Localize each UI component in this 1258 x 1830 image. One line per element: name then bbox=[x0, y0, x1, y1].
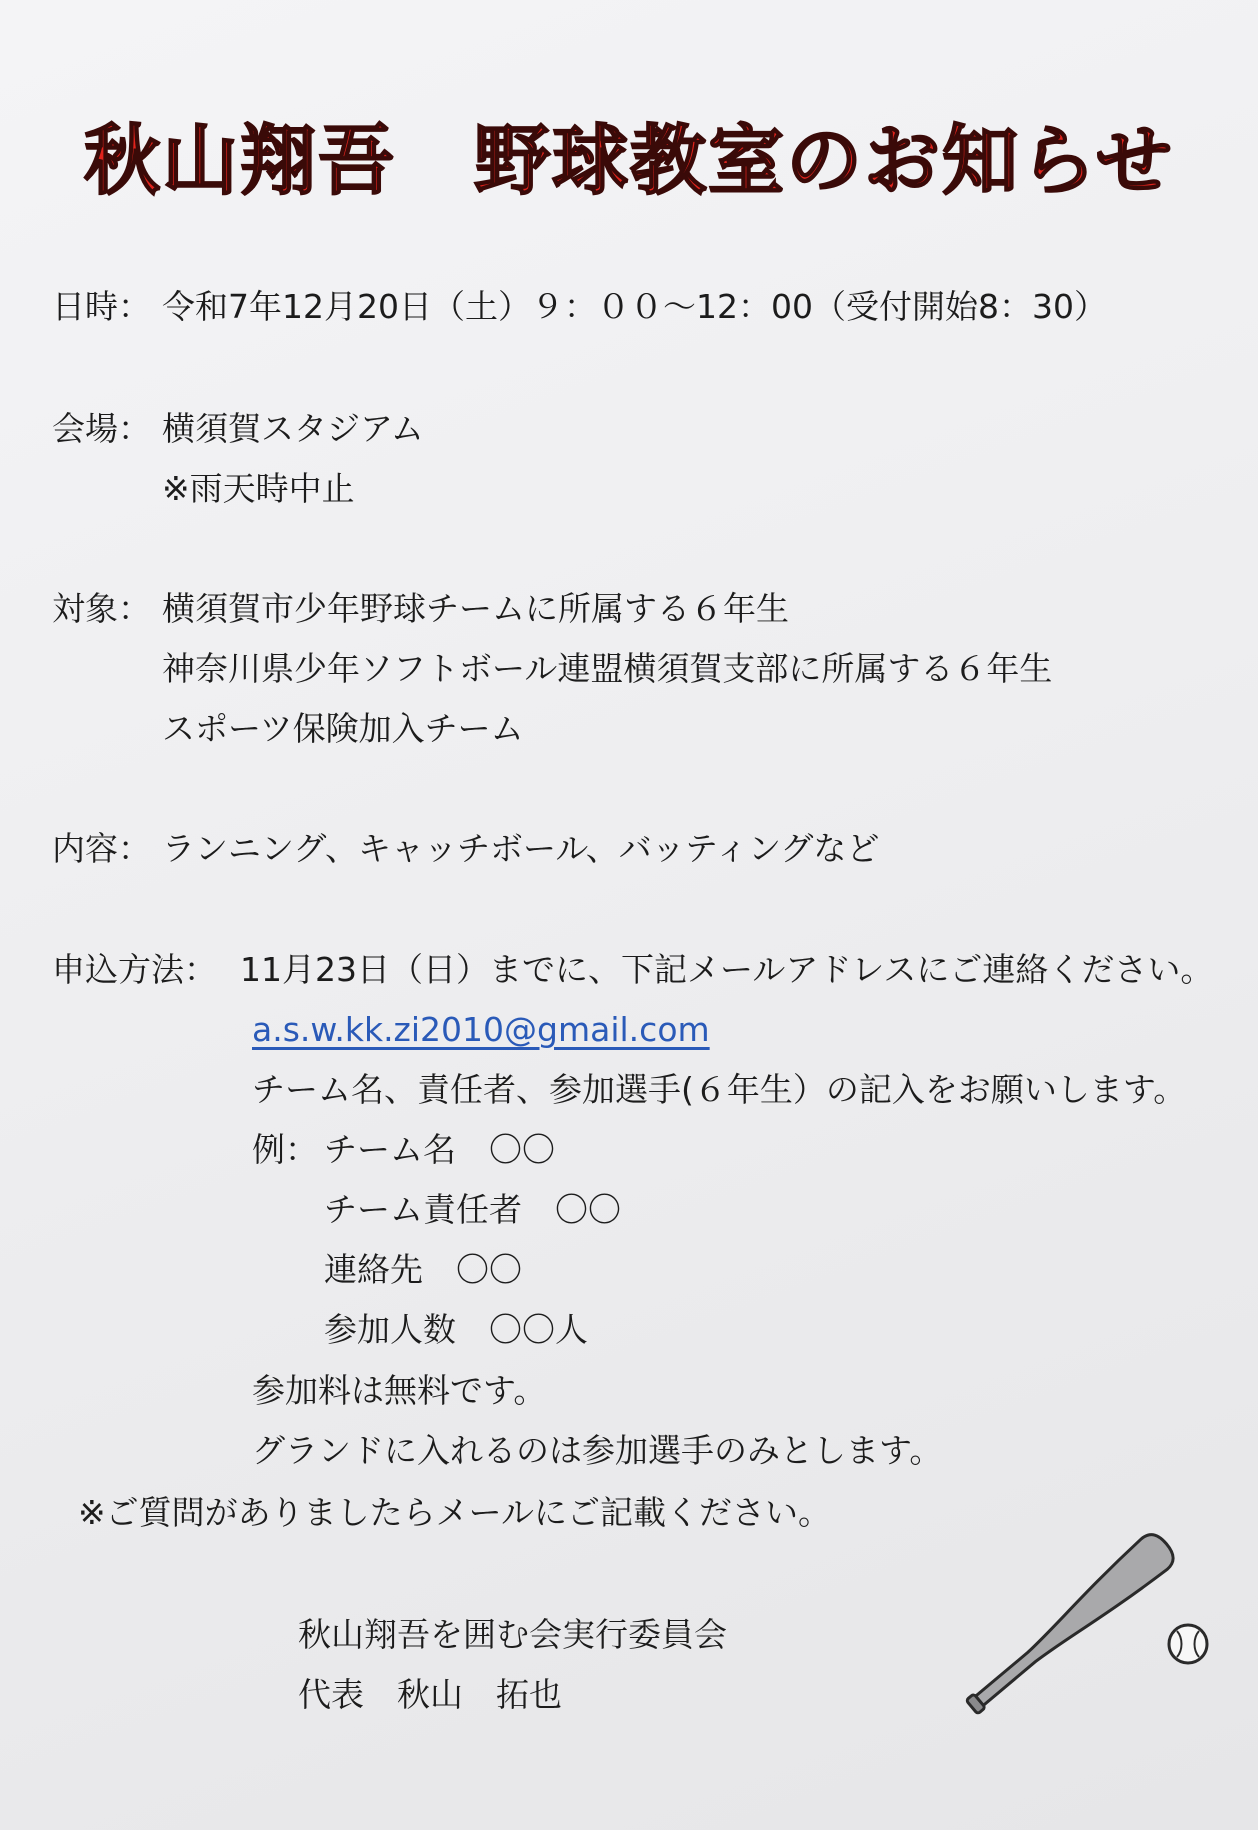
venue-value: 横須賀スタジアム bbox=[162, 409, 424, 448]
example-line: チーム名 〇〇 bbox=[324, 1130, 555, 1169]
example-line: 連絡先 〇〇 bbox=[324, 1250, 522, 1289]
target-line: スポーツ保険加入チーム bbox=[162, 709, 524, 748]
organizer-rep: 代表 秋山 拓也 bbox=[298, 1675, 562, 1714]
content-value: ランニング、キャッチボール、バッティングなど bbox=[162, 829, 880, 868]
baseball-icon bbox=[1166, 1622, 1210, 1666]
target-line: 神奈川県少年ソフトボール連盟横須賀支部に所属する６年生 bbox=[162, 649, 1053, 688]
contact-email-link[interactable]: a.s.w.kk.zi2010@gmail.com bbox=[252, 1010, 710, 1049]
datetime-value: 令和7年12月20日（土）９：００～12：00（受付開始8：30） bbox=[162, 287, 1107, 326]
apply-value: 11月23日（日）までに、下記メールアドレスにご連絡ください。 bbox=[240, 950, 1214, 989]
apply-instruction: チーム名、責任者、参加選手(６年生）の記入をお願いします。 bbox=[252, 1070, 1187, 1109]
example-line: 参加人数 〇〇人 bbox=[324, 1310, 588, 1349]
fee-note: 参加料は無料です。 bbox=[252, 1371, 547, 1410]
question-note: ※ご質問がありましたらメールにご記載ください。 bbox=[78, 1493, 831, 1532]
apply-label: 申込方法： bbox=[52, 950, 217, 989]
example-line: チーム責任者 〇〇 bbox=[324, 1190, 621, 1229]
notice-title: 秋山翔吾 野球教室のお知らせ bbox=[84, 116, 1174, 205]
content-label: 内容： bbox=[52, 829, 151, 868]
target-line: 横須賀市少年野球チームに所属する６年生 bbox=[162, 589, 789, 628]
target-label: 対象： bbox=[52, 589, 151, 628]
organizer-name: 秋山翔吾を囲む会実行委員会 bbox=[298, 1615, 727, 1654]
baseball-bat-icon bbox=[960, 1490, 1230, 1720]
venue-label: 会場： bbox=[52, 409, 151, 448]
ground-note: グランドに入れるのは参加選手のみとします。 bbox=[252, 1431, 943, 1470]
example-label: 例： bbox=[252, 1130, 318, 1169]
venue-note: ※雨天時中止 bbox=[162, 469, 355, 508]
datetime-label: 日時： bbox=[52, 287, 151, 326]
